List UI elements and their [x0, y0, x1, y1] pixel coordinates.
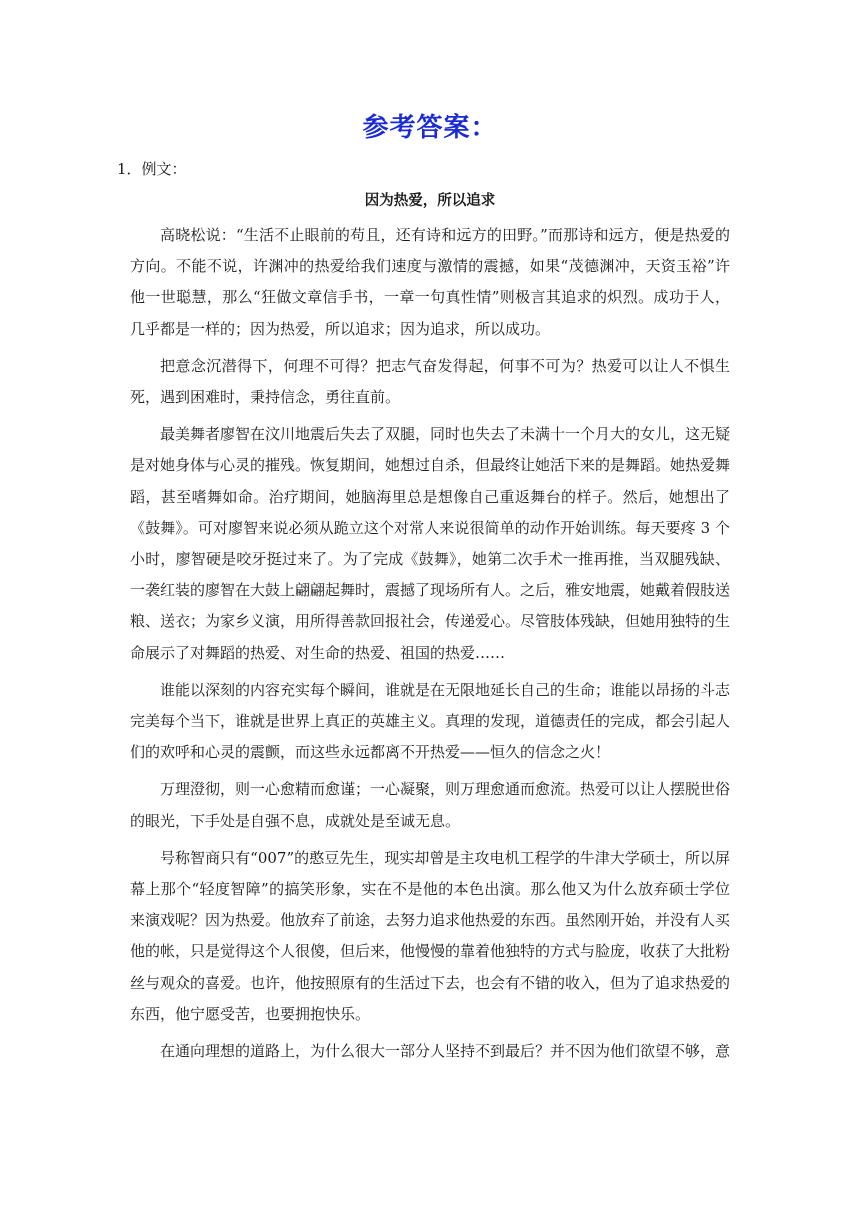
- essay-paragraph: 在通向理想的道路上，为什么很大一部分人坚持不到最后？并不因为他们欲望不够，意: [160, 1042, 731, 1061]
- essay-paragraph: 万理澄彻，则一心愈精而愈谨；一心凝聚，则万理愈通而愈流。热爱可以让人摆脱世俗的眼光，下手处是自强不息，成就处是至诚无息。: [130, 780, 731, 830]
- essay-paragraph: 高晓松说：“生活不止眼前的苟且，还有诗和远方的田野。”而那诗和远方，便是热爱的方向。不能不说，许渊冲的热爱给我们速度与激情的震撼，如果“茂德渊冲，天资玉裕”许他一世聪慧，那么“狂做文章信手书，一章一句真性情”则极言其追求的炽烈。成功于人，几乎都是一样的；因为热爱，所以追求；因为追求，所以成功。: [130, 226, 730, 338]
- essay-paragraph: 把意念沉潜得下，何理不可得？把志气奋发得起，何事不可为？热爱可以让人不惧生死，遇到困难时，秉持信念，勇往直前。: [130, 356, 730, 407]
- essay-paragraph: 号称智商只有“007”的憨豆先生，现实却曾是主攻电机工程学的牛津大学硕士，所以屏幕上那个“轻度智障”的搞笑形象，实在不是他的本色出演。那么他又为什么放弃硕士学位来演戏呢？因为热爱。他放弃了前途，去努力追求他热爱的东西。虽然刚开始，并没有人买他的帐，只是觉得这个人很傻，但后来，他慢慢的靠着他独特的方式与脸庞，收获了大批粉丝与观众的喜爱。也许，他按照原有的生活过下去，也会有不错的收入，但为了追求热爱的东西，他宁愿受苦，也要拥抱快乐。: [130, 848, 731, 1023]
- essay-body: [130, 220, 730, 1073]
- answer-heading: 参考答案：: [362, 113, 498, 143]
- essay-paragraph: 最美舞者廖智在汶川地震后失去了双腿，同时也失去了未满十一个月大的女儿，这无疑是对她身体与心灵的摧残。恢复期间，她想过自杀，但最终让她活下来的是舞蹈。她热爱舞蹈，甚至嗜舞如命。治疗期间，她脑海里总是想像自己重返舞台的样子。然后，她想出了《鼓舞》。可对廖智来说必须从跪立这个对常人来说很简单的动作开始训练。每天要疼 3 个小时，廖智硬是咬牙挺过来了。为了完成《鼓舞》，她第二次手术一推再推，当双腿残缺、一袭红装的廖智在大鼓上翩翩起舞时，震撼了现场所有人。之后，雅安地震，她戴着假肢送粮、送衣；为家乡义演，用所得善款回报社会，传递爱心。尽管肢体残缺，但她用独特的生命展示了对舞蹈的热爱、对生命的热爱、祖国的热爱……: [130, 425, 731, 662]
- essay-title: 因为热爱，所以追求: [364, 193, 496, 209]
- essay-paragraph: 谁能以深刻的内容充实每个瞬间，谁就是在无限地延长自己的生命；谁能以昂扬的斗志完美每个当下，谁就是世界上真正的英雄主义。真理的发现，道德责任的完成，都会引起人们的欢呼和心灵的震颤，而这些永远都离不开热爱——恒久的信念之火！: [130, 680, 731, 762]
- question-number: 1．例文：: [117, 160, 187, 178]
